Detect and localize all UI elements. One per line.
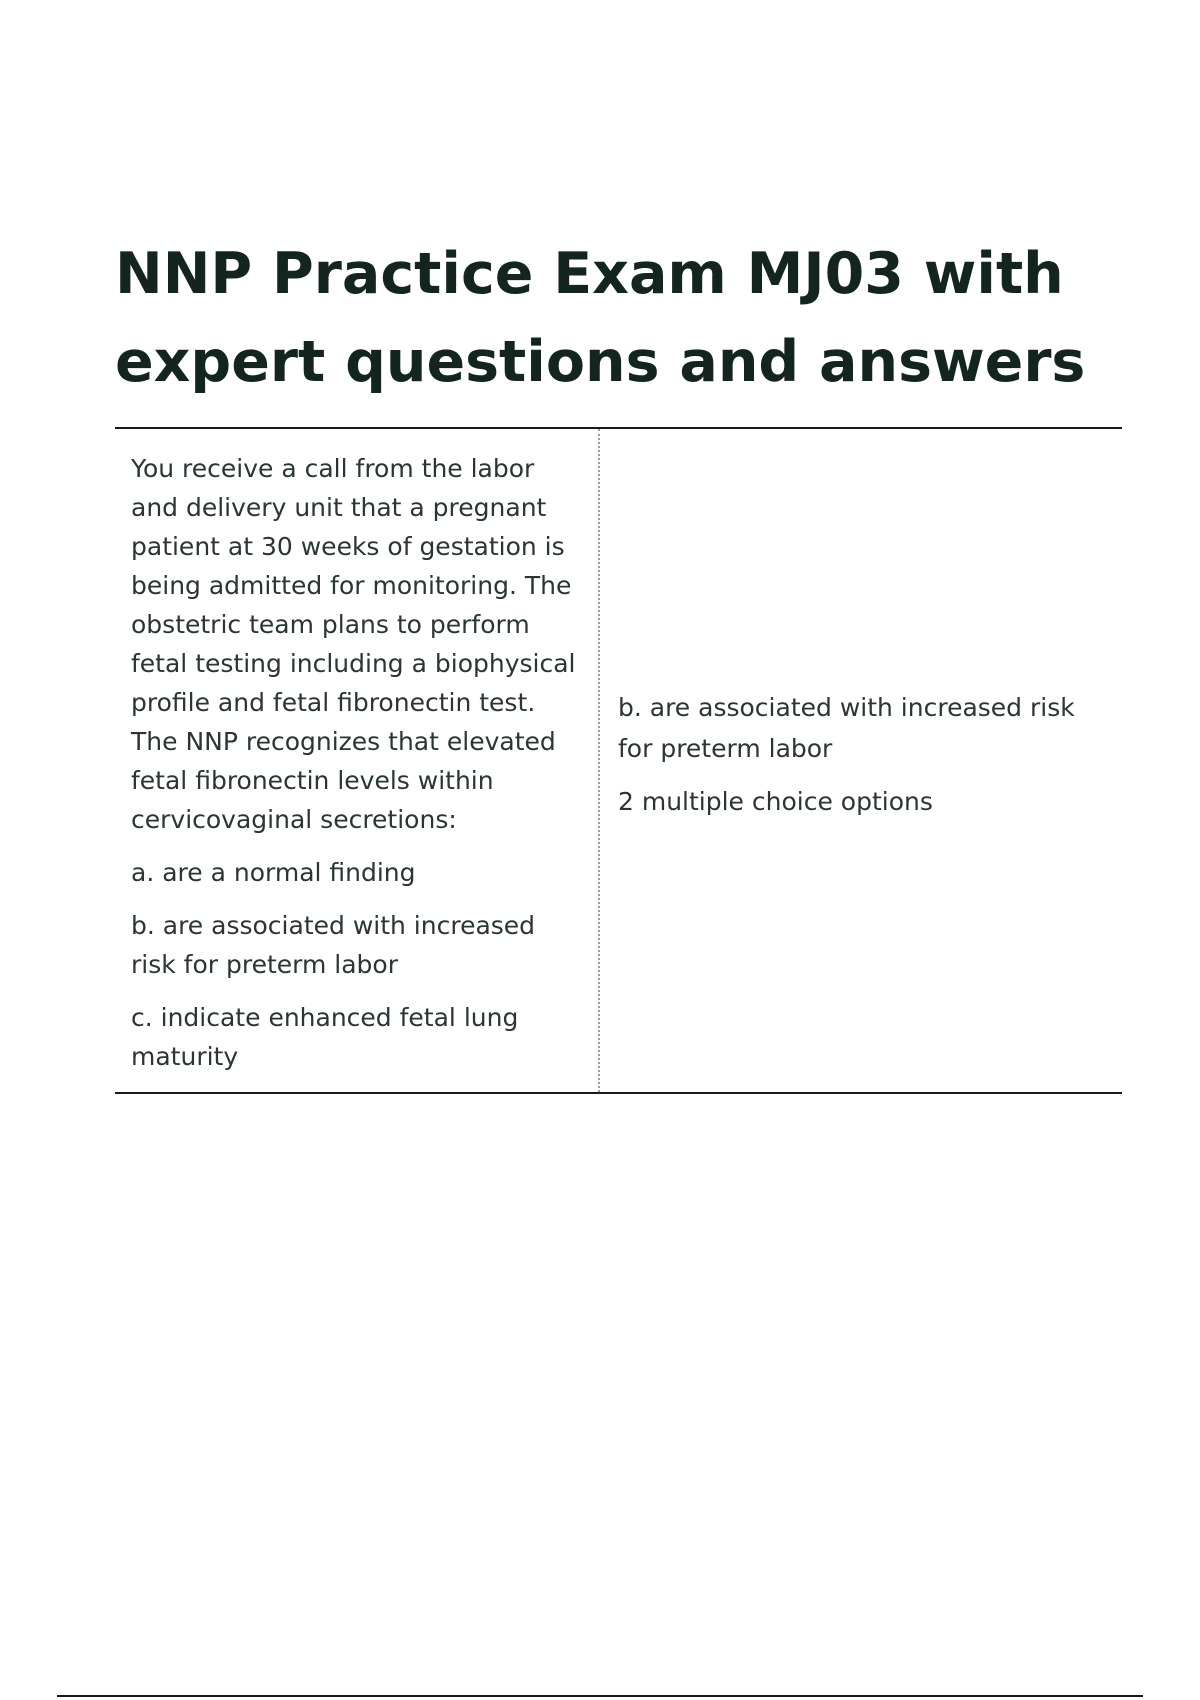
option-a: a. are a normal finding [131,858,416,887]
answer-panel [600,429,1122,1092]
flashcard [115,427,1122,1094]
question-stem: You receive a call from the labor and delivery unit that a pregnant patient at 30 weeks of gestation is being admitted for monitoring. The obstetric team plans to perform fetal testing including a biophysical profile and fetal fibronectin test. The NNP recognizes that elevated fetal fibronectin levels within cervicovaginal secretions: [131,454,576,834]
answer-note: 2 multiple choice options [618,787,933,816]
page-title: NNP Practice Exam MJ03 with expert questions and answers [115,241,1086,395]
answer-text: b. are associated with increased risk for preterm labor [618,693,1075,763]
option-c: c. indicate enhanced fetal lung maturity [131,1003,519,1071]
question-panel [115,429,600,1092]
footer-divider [57,1695,1143,1697]
option-b: b. are associated with increased risk for preterm labor [131,911,536,979]
